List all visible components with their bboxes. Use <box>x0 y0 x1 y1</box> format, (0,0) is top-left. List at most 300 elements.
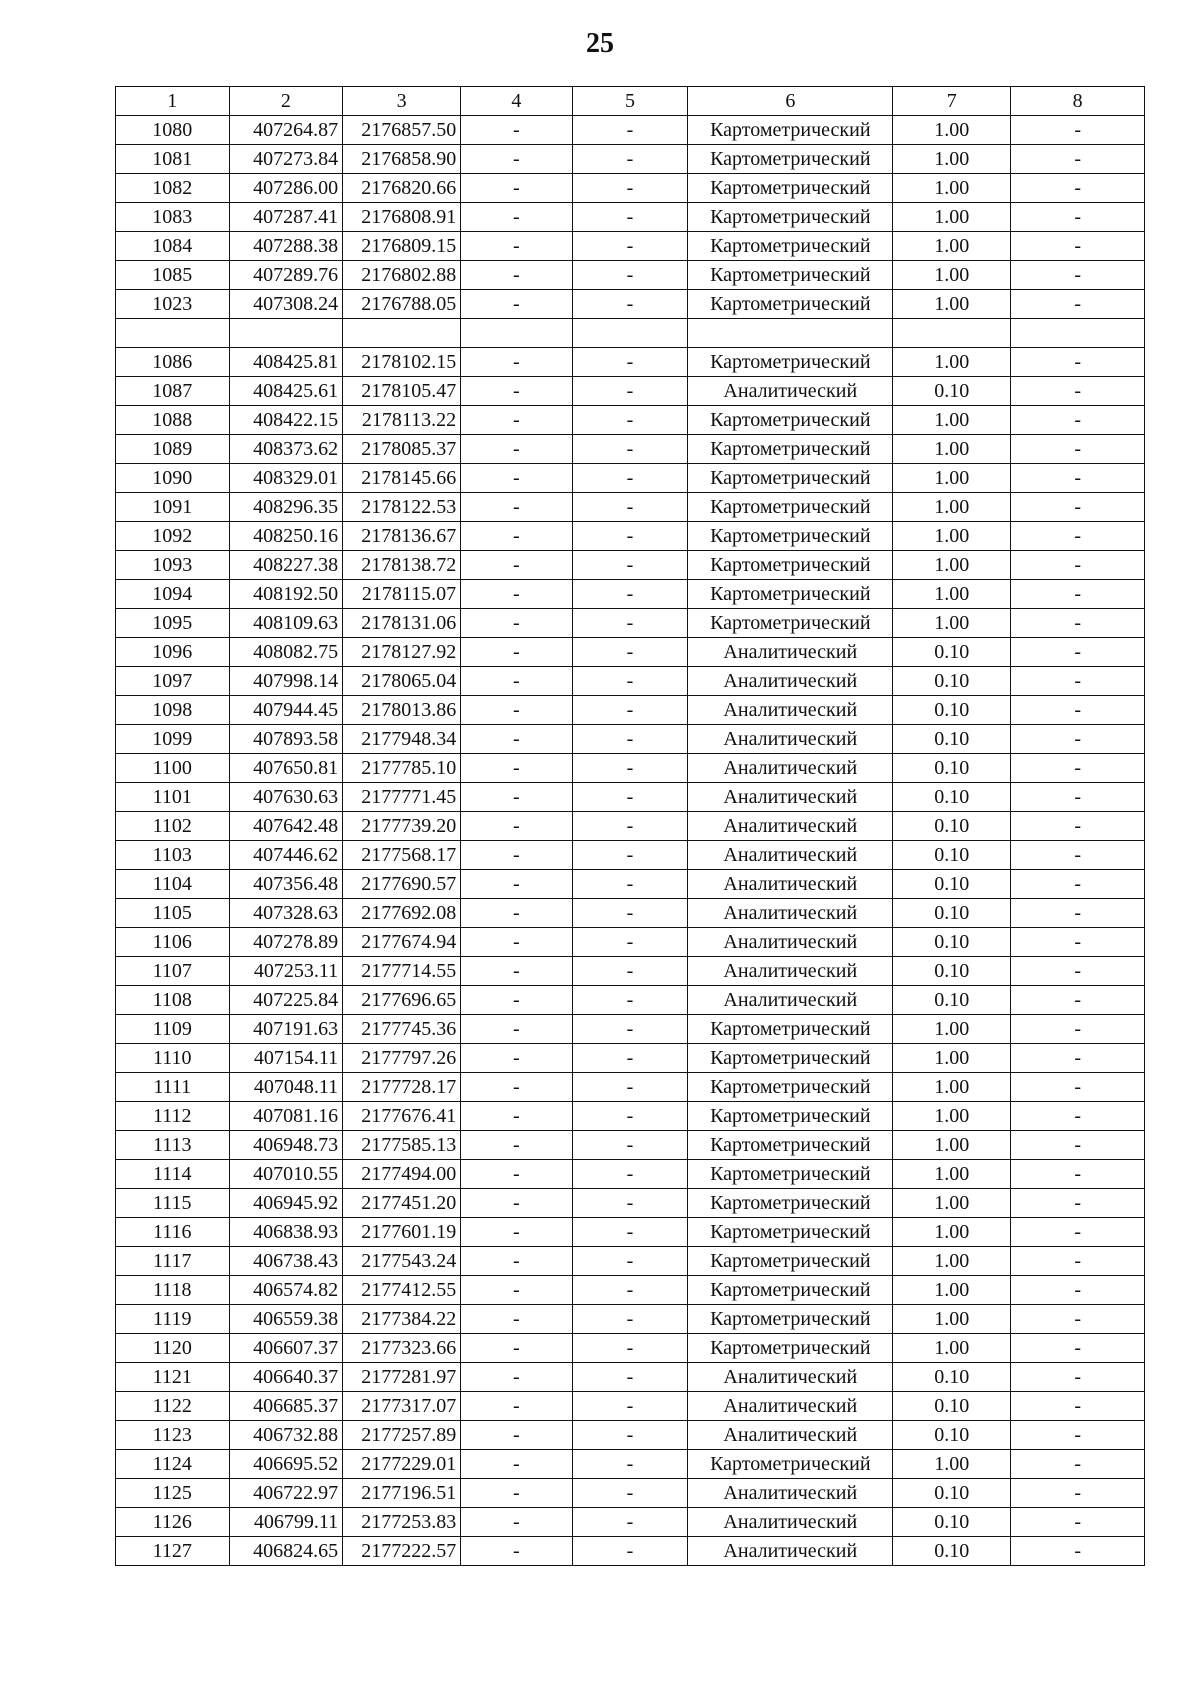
table-cell: - <box>461 1334 572 1363</box>
table-cell: Картометрический <box>688 580 893 609</box>
table-cell: - <box>572 638 688 667</box>
table-cell: - <box>1011 899 1145 928</box>
table-cell: Картометрический <box>688 1015 893 1044</box>
table-cell: 0.10 <box>893 957 1011 986</box>
table-cell: 2178013.86 <box>343 696 461 725</box>
table-cell: 406722.97 <box>229 1479 343 1508</box>
table-cell: - <box>572 435 688 464</box>
table-cell: - <box>1011 464 1145 493</box>
table-cell: 1.00 <box>893 174 1011 203</box>
table-cell: - <box>572 957 688 986</box>
table-cell: 2177797.26 <box>343 1044 461 1073</box>
table-cell: - <box>1011 1537 1145 1566</box>
table-cell: Картометрический <box>688 1218 893 1247</box>
table-cell: - <box>461 145 572 174</box>
table-cell: Картометрический <box>688 1334 893 1363</box>
table-row <box>116 348 1145 377</box>
table-cell: 0.10 <box>893 899 1011 928</box>
table-cell: - <box>461 464 572 493</box>
table-row <box>116 174 1145 203</box>
table-cell: Картометрический <box>688 1276 893 1305</box>
table-cell: 1125 <box>116 1479 230 1508</box>
table-cell: Аналитический <box>688 1363 893 1392</box>
table-cell: - <box>572 551 688 580</box>
table-cell: Аналитический <box>688 667 893 696</box>
table-cell: 1119 <box>116 1305 230 1334</box>
table-cell: 2177222.57 <box>343 1537 461 1566</box>
table-cell: - <box>461 261 572 290</box>
table-cell: Аналитический <box>688 986 893 1015</box>
table-cell: 2177229.01 <box>343 1450 461 1479</box>
table-cell: - <box>461 696 572 725</box>
table-row <box>116 667 1145 696</box>
table-cell: 1124 <box>116 1450 230 1479</box>
table-cell: - <box>572 1537 688 1566</box>
table-row <box>116 1276 1145 1305</box>
table-cell: - <box>461 116 572 145</box>
table-cell: - <box>572 1131 688 1160</box>
table-cell: Аналитический <box>688 870 893 899</box>
table-cell: - <box>572 609 688 638</box>
table-cell: Картометрический <box>688 493 893 522</box>
table-cell: - <box>461 1131 572 1160</box>
table-cell: - <box>572 1305 688 1334</box>
table-cell: - <box>1011 870 1145 899</box>
table-cell: - <box>461 1247 572 1276</box>
table-cell: 0.10 <box>893 986 1011 1015</box>
table-cell: - <box>572 580 688 609</box>
table-cell: 1092 <box>116 522 230 551</box>
table-cell: 2177281.97 <box>343 1363 461 1392</box>
table-cell: Аналитический <box>688 1508 893 1537</box>
table-cell: - <box>1011 203 1145 232</box>
table-row <box>116 1218 1145 1247</box>
table-cell: - <box>572 145 688 174</box>
table-row <box>116 203 1145 232</box>
table-cell: 2176858.90 <box>343 145 461 174</box>
table-cell: 407630.63 <box>229 783 343 812</box>
table-cell: 407278.89 <box>229 928 343 957</box>
table-cell: Картометрический <box>688 1073 893 1102</box>
table-cell: 2177323.66 <box>343 1334 461 1363</box>
table-cell: Картометрический <box>688 232 893 261</box>
table-cell: 2177585.13 <box>343 1131 461 1160</box>
table-cell: 1.00 <box>893 1305 1011 1334</box>
table-cell: 0.10 <box>893 725 1011 754</box>
table-cell: - <box>461 174 572 203</box>
table-cell: 406685.37 <box>229 1392 343 1421</box>
table-cell: - <box>461 1160 572 1189</box>
table-cell: Аналитический <box>688 783 893 812</box>
table-cell: 1094 <box>116 580 230 609</box>
table-cell: 407048.11 <box>229 1073 343 1102</box>
table-cell: - <box>1011 725 1145 754</box>
table-row <box>116 696 1145 725</box>
table-cell: 1.00 <box>893 203 1011 232</box>
table-cell: 1.00 <box>893 1247 1011 1276</box>
table-cell: - <box>572 1102 688 1131</box>
table-cell: 407650.81 <box>229 754 343 783</box>
table-cell: 1104 <box>116 870 230 899</box>
table-cell: 1.00 <box>893 145 1011 174</box>
table-cell: 406738.43 <box>229 1247 343 1276</box>
table-cell: - <box>1011 957 1145 986</box>
table-cell: - <box>572 1450 688 1479</box>
table-cell: 1096 <box>116 638 230 667</box>
table-cell: 2177676.41 <box>343 1102 461 1131</box>
table-row <box>116 841 1145 870</box>
table-cell: - <box>572 1421 688 1450</box>
table-cell: 1.00 <box>893 580 1011 609</box>
table-cell: 0.10 <box>893 1392 1011 1421</box>
table-cell: 2178145.66 <box>343 464 461 493</box>
table-cell: Аналитический <box>688 377 893 406</box>
table-cell: Аналитический <box>688 1479 893 1508</box>
table-cell: - <box>572 1160 688 1189</box>
table-cell: Аналитический <box>688 899 893 928</box>
table-cell: - <box>1011 116 1145 145</box>
table-cell: 1120 <box>116 1334 230 1363</box>
table-cell: 1.00 <box>893 464 1011 493</box>
table-cell: Картометрический <box>688 1450 893 1479</box>
table-row <box>116 1102 1145 1131</box>
table-row <box>116 725 1145 754</box>
table-cell: 2178102.15 <box>343 348 461 377</box>
table-cell: 407273.84 <box>229 145 343 174</box>
table-cell: 2177543.24 <box>343 1247 461 1276</box>
table-cell: 1098 <box>116 696 230 725</box>
table-row <box>116 551 1145 580</box>
table-row <box>116 1537 1145 1566</box>
table-cell: - <box>461 1479 572 1508</box>
table-cell: - <box>461 1044 572 1073</box>
table-cell: 1.00 <box>893 290 1011 319</box>
table-cell: - <box>572 1015 688 1044</box>
table-cell: 406695.52 <box>229 1450 343 1479</box>
table-cell: 2177412.55 <box>343 1276 461 1305</box>
table-cell: 2178065.04 <box>343 667 461 696</box>
table-cell: Картометрический <box>688 1044 893 1073</box>
table-cell: 2176820.66 <box>343 174 461 203</box>
table-cell: - <box>461 232 572 261</box>
table-cell: 2177692.08 <box>343 899 461 928</box>
table-cell: - <box>572 116 688 145</box>
table-cell: 1122 <box>116 1392 230 1421</box>
table-cell: 406799.11 <box>229 1508 343 1537</box>
table-cell: Аналитический <box>688 957 893 986</box>
table-cell: 0.10 <box>893 638 1011 667</box>
table-cell: 2177714.55 <box>343 957 461 986</box>
table-cell: - <box>461 1450 572 1479</box>
table-cell: 406559.38 <box>229 1305 343 1334</box>
table-row <box>116 464 1145 493</box>
table-cell: 408373.62 <box>229 435 343 464</box>
table-cell: - <box>572 899 688 928</box>
table-cell: 407253.11 <box>229 957 343 986</box>
table-cell: Аналитический <box>688 754 893 783</box>
table-cell: 2177568.17 <box>343 841 461 870</box>
table-cell: Картометрический <box>688 1189 893 1218</box>
table-row <box>116 899 1145 928</box>
table-cell: 2177451.20 <box>343 1189 461 1218</box>
table-cell: 1.00 <box>893 232 1011 261</box>
table-cell: 1.00 <box>893 1189 1011 1218</box>
column-header: 1 <box>116 87 230 116</box>
table-cell: - <box>572 1363 688 1392</box>
table-cell: 1089 <box>116 435 230 464</box>
table-row <box>116 406 1145 435</box>
table-cell: - <box>572 464 688 493</box>
table-cell: 1090 <box>116 464 230 493</box>
table-cell: 407010.55 <box>229 1160 343 1189</box>
table-cell: 1123 <box>116 1421 230 1450</box>
table-cell: 1109 <box>116 1015 230 1044</box>
table-cell: 1126 <box>116 1508 230 1537</box>
table-cell: 1082 <box>116 174 230 203</box>
table-cell: Аналитический <box>688 725 893 754</box>
table-cell: - <box>572 754 688 783</box>
table-cell: 1107 <box>116 957 230 986</box>
table-cell: - <box>1011 1044 1145 1073</box>
table-cell: 0.10 <box>893 1421 1011 1450</box>
table-row <box>116 1508 1145 1537</box>
table-cell: - <box>572 232 688 261</box>
table-cell: - <box>572 1334 688 1363</box>
table-cell: - <box>1011 580 1145 609</box>
table-cell: 0.10 <box>893 1508 1011 1537</box>
table-cell: Аналитический <box>688 1537 893 1566</box>
table-cell: 408425.61 <box>229 377 343 406</box>
table-cell: 2178138.72 <box>343 551 461 580</box>
table-row <box>116 609 1145 638</box>
table-cell: 1081 <box>116 145 230 174</box>
table-cell: 2177739.20 <box>343 812 461 841</box>
table-cell: 408227.38 <box>229 551 343 580</box>
table-cell: - <box>572 725 688 754</box>
table-cell: 407446.62 <box>229 841 343 870</box>
table-cell: Картометрический <box>688 203 893 232</box>
table-cell: 0.10 <box>893 928 1011 957</box>
table-cell: 408296.35 <box>229 493 343 522</box>
table-cell: - <box>572 377 688 406</box>
table-cell: - <box>1011 696 1145 725</box>
table-cell: - <box>1011 1450 1145 1479</box>
table-cell: 1085 <box>116 261 230 290</box>
table-cell: Картометрический <box>688 290 893 319</box>
table-cell: Аналитический <box>688 1421 893 1450</box>
table-cell: 2178131.06 <box>343 609 461 638</box>
table-row <box>116 1160 1145 1189</box>
table-row <box>116 1247 1145 1276</box>
table-cell: 408082.75 <box>229 638 343 667</box>
table-cell: Аналитический <box>688 841 893 870</box>
table-cell: 407356.48 <box>229 870 343 899</box>
table-cell: 1127 <box>116 1537 230 1566</box>
table-row <box>116 435 1145 464</box>
table-cell: 407225.84 <box>229 986 343 1015</box>
table-cell: - <box>461 522 572 551</box>
table-cell: 2177745.36 <box>343 1015 461 1044</box>
table-cell: 407998.14 <box>229 667 343 696</box>
table-cell: 2178113.22 <box>343 406 461 435</box>
table-row <box>116 377 1145 406</box>
table-cell: 407289.76 <box>229 261 343 290</box>
table-row <box>116 754 1145 783</box>
column-header: 3 <box>343 87 461 116</box>
table-cell: 1084 <box>116 232 230 261</box>
table-cell: 0.10 <box>893 1479 1011 1508</box>
table-cell: - <box>572 261 688 290</box>
table-cell: - <box>572 986 688 1015</box>
table-cell: - <box>572 406 688 435</box>
table-row <box>116 290 1145 319</box>
table-cell: 2176809.15 <box>343 232 461 261</box>
table-cell: Картометрический <box>688 522 893 551</box>
table-cell: - <box>461 725 572 754</box>
table-cell: 1.00 <box>893 1015 1011 1044</box>
table-cell: 1111 <box>116 1073 230 1102</box>
table-cell: - <box>461 1102 572 1131</box>
table-cell: 407191.63 <box>229 1015 343 1044</box>
table-cell: - <box>461 667 572 696</box>
table-cell: 1.00 <box>893 1044 1011 1073</box>
table-cell: - <box>1011 1276 1145 1305</box>
table-cell: - <box>1011 232 1145 261</box>
table-cell: 2177771.45 <box>343 783 461 812</box>
table-cell: - <box>572 1247 688 1276</box>
table-row <box>116 232 1145 261</box>
table-cell: 407944.45 <box>229 696 343 725</box>
table-cell: 407154.11 <box>229 1044 343 1073</box>
table-cell <box>688 319 893 348</box>
column-header: 6 <box>688 87 893 116</box>
table-cell: - <box>1011 1305 1145 1334</box>
table-cell: - <box>1011 841 1145 870</box>
table-cell: 1.00 <box>893 1102 1011 1131</box>
table-cell: 2177384.22 <box>343 1305 461 1334</box>
table-cell: 1116 <box>116 1218 230 1247</box>
table-cell: - <box>461 1305 572 1334</box>
table-row <box>116 1073 1145 1102</box>
table-row <box>116 783 1145 812</box>
table-cell <box>572 319 688 348</box>
table-cell: 2177494.00 <box>343 1160 461 1189</box>
table-cell: Картометрический <box>688 1305 893 1334</box>
table-cell: - <box>461 203 572 232</box>
table-cell: 1097 <box>116 667 230 696</box>
table-cell: 1.00 <box>893 116 1011 145</box>
table-cell: - <box>1011 986 1145 1015</box>
table-cell: 1.00 <box>893 1334 1011 1363</box>
table-cell: 1.00 <box>893 1276 1011 1305</box>
table-cell: 407286.00 <box>229 174 343 203</box>
table-cell: 1083 <box>116 203 230 232</box>
table-cell: - <box>461 986 572 1015</box>
table-cell: 1088 <box>116 406 230 435</box>
table-cell: - <box>1011 1508 1145 1537</box>
table-cell: - <box>1011 1334 1145 1363</box>
table-cell: - <box>461 551 572 580</box>
table-row <box>116 1392 1145 1421</box>
table-cell: 0.10 <box>893 870 1011 899</box>
table-cell: 1117 <box>116 1247 230 1276</box>
table-cell: 408425.81 <box>229 348 343 377</box>
table-cell: - <box>461 1073 572 1102</box>
table-cell: - <box>1011 406 1145 435</box>
table-cell: 407288.38 <box>229 232 343 261</box>
table-row <box>116 261 1145 290</box>
table-cell: 1105 <box>116 899 230 928</box>
table-cell: 1113 <box>116 1131 230 1160</box>
table-cell: 1080 <box>116 116 230 145</box>
table-cell: - <box>1011 348 1145 377</box>
table-cell: - <box>572 1392 688 1421</box>
table-cell: - <box>1011 1363 1145 1392</box>
table-cell: 1091 <box>116 493 230 522</box>
table-cell: 1023 <box>116 290 230 319</box>
table-row <box>116 1479 1145 1508</box>
table-cell: - <box>1011 638 1145 667</box>
table-cell: 1110 <box>116 1044 230 1073</box>
table-cell: - <box>572 783 688 812</box>
table-cell: - <box>461 1421 572 1450</box>
table-cell: 2178085.37 <box>343 435 461 464</box>
table-cell: - <box>572 812 688 841</box>
table-cell: 2176788.05 <box>343 290 461 319</box>
table-cell: - <box>461 812 572 841</box>
column-header: 2 <box>229 87 343 116</box>
table-cell: 1.00 <box>893 551 1011 580</box>
table-cell: - <box>572 1189 688 1218</box>
table-cell: 2177257.89 <box>343 1421 461 1450</box>
table-cell: - <box>572 348 688 377</box>
table-cell: - <box>572 1044 688 1073</box>
table-cell: 0.10 <box>893 667 1011 696</box>
table-cell: 2176808.91 <box>343 203 461 232</box>
table-cell: - <box>1011 1421 1145 1450</box>
table-body <box>116 116 1145 1566</box>
table-cell: 0.10 <box>893 377 1011 406</box>
table-cell: 0.10 <box>893 696 1011 725</box>
table-cell: - <box>1011 609 1145 638</box>
table-row <box>116 638 1145 667</box>
table-cell: - <box>1011 1189 1145 1218</box>
table-row <box>116 928 1145 957</box>
table-cell: 1.00 <box>893 493 1011 522</box>
table-cell: - <box>461 841 572 870</box>
table-row <box>116 1334 1145 1363</box>
table-cell: 0.10 <box>893 783 1011 812</box>
table-cell: - <box>572 1508 688 1537</box>
table-cell <box>229 319 343 348</box>
table-cell: - <box>1011 1392 1145 1421</box>
table-cell: Картометрический <box>688 406 893 435</box>
table-cell: Картометрический <box>688 1131 893 1160</box>
table-cell: 407893.58 <box>229 725 343 754</box>
table-cell: 1.00 <box>893 435 1011 464</box>
table-cell: - <box>461 580 572 609</box>
table-cell: 406948.73 <box>229 1131 343 1160</box>
table-cell: 2177674.94 <box>343 928 461 957</box>
table-cell: Аналитический <box>688 928 893 957</box>
table-row <box>116 957 1145 986</box>
table-cell: 1.00 <box>893 348 1011 377</box>
table-cell: 1086 <box>116 348 230 377</box>
table-row <box>116 580 1145 609</box>
table-cell: - <box>1011 812 1145 841</box>
table-cell: - <box>572 696 688 725</box>
table-cell: Картометрический <box>688 1247 893 1276</box>
